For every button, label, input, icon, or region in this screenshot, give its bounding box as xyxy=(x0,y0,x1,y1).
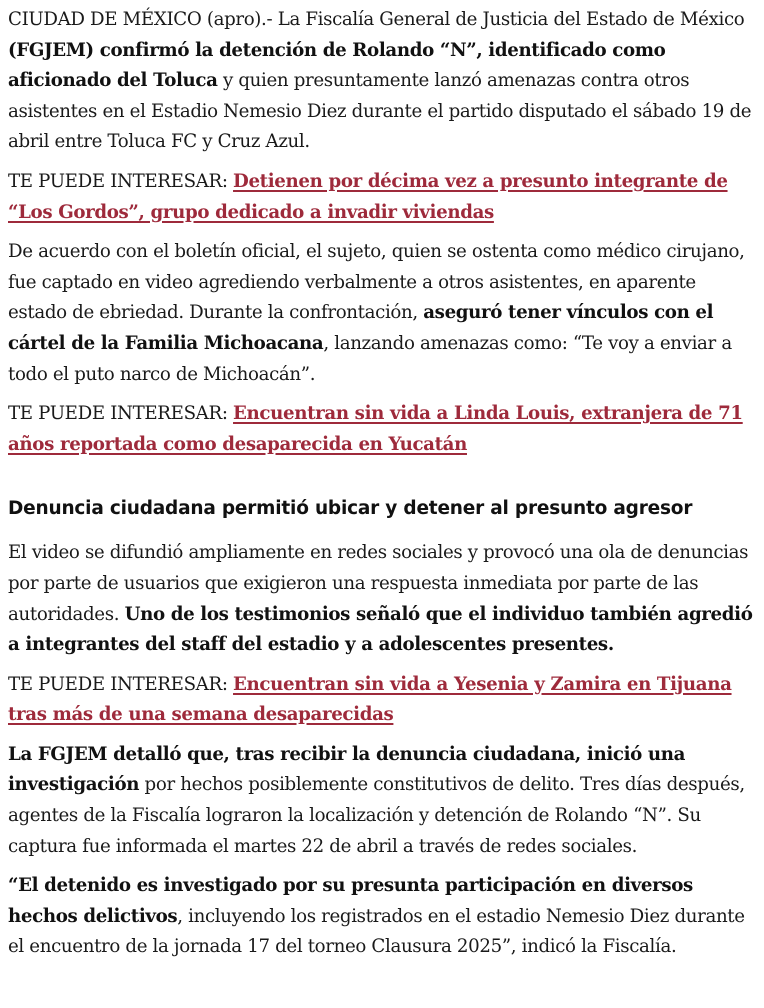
article-body xyxy=(8,5,754,972)
related-link-linda-louis[interactable]: Encuentran sin vida a Linda Louis, extranjera de 71 años reportada como desaparecida en Yucatán xyxy=(8,403,743,455)
related-link-los-gordos[interactable]: Detienen por décima vez a presunto integrante de “Los Gordos”, grupo dedicado a invadir viviendas xyxy=(8,170,728,223)
quote-text: , incluyendo los registrados en el estadio Nemesio Diez durante el encuentro de la jornada 17 del torneo Clausura 2025”, indicó la Fiscalía. xyxy=(8,905,745,958)
paragraph-intro xyxy=(8,5,754,158)
paragraph-quote xyxy=(8,871,754,963)
promo-prefix: TE PUEDE INTERESAR: xyxy=(8,673,234,695)
related-promo-1 xyxy=(8,167,754,228)
investigation-bold: La FGJEM detalló que, tras recibir la denuncia ciudadana, inició una investigación xyxy=(8,743,686,796)
intro-text: CIUDAD DE MÉXICO (apro).- La Fiscalía General de Justicia del Estado de México xyxy=(8,9,745,30)
video-text: El video se difundió ampliamente en redes sociales y provocó una ola de denuncias por parte de usuarios que exigieron una respuesta inmediata por parte de las autoridades. xyxy=(8,542,749,625)
quote-bold: “El detenido es investigado por su presunta participación en diversos hechos delictivos xyxy=(8,875,693,927)
related-link-yesenia-zamira[interactable]: Encuentran sin vida a Yesenia y Zamira en Tijuana tras más de una semana desaparecidas xyxy=(8,673,732,726)
intro-text-end: y quien presuntamente lanzó amenazas contra otros asistentes en el Estadio Nemesio Diez durante el partido disputado el sábado 19 de abril entre Toluca FC y Cruz Azul. xyxy=(8,70,752,153)
bulletin-text: De acuerdo con el boletín oficial, el sujeto, quien se ostenta como médico cirujano, fue captado en video agrediendo verbalmente a otros asistentes, en aparente estado de ebriedad. Durante la confrontación, xyxy=(8,241,745,324)
promo-prefix: TE PUEDE INTERESAR: xyxy=(8,170,234,192)
section-heading: Denuncia ciudadana permitió ubicar y detener al presunto agresor xyxy=(8,498,693,520)
related-promo-2 xyxy=(8,399,754,460)
investigation-text: por hechos posiblemente constitutivos de delito. Tres días después, agentes de la Fiscalía lograron la localización y detención de Rolando “N”. Su captura fue informada el martes 22 de abril a través de redes sociales. xyxy=(8,774,745,857)
related-promo-3 xyxy=(8,670,754,731)
paragraph-video xyxy=(8,538,754,660)
intro-bold: (FGJEM) confirmó la detención de Rolando “N”, identificado como aficionado del Toluca xyxy=(8,39,666,92)
bulletin-bold: aseguró tener vínculos con el cártel de la Familia Michoacana xyxy=(8,302,714,354)
paragraph-investigation xyxy=(8,740,754,862)
bulletin-text-end: , lanzando amenazas como: “Te voy a enviar a todo el puto narco de Michoacán”. xyxy=(8,332,732,385)
video-bold: Uno de los testimonios señaló que el individuo también agredió a integrantes del staff del estadio y a adolescentes presentes. xyxy=(8,603,753,656)
promo-prefix: TE PUEDE INTERESAR: xyxy=(8,403,234,425)
paragraph-bulletin xyxy=(8,237,754,390)
